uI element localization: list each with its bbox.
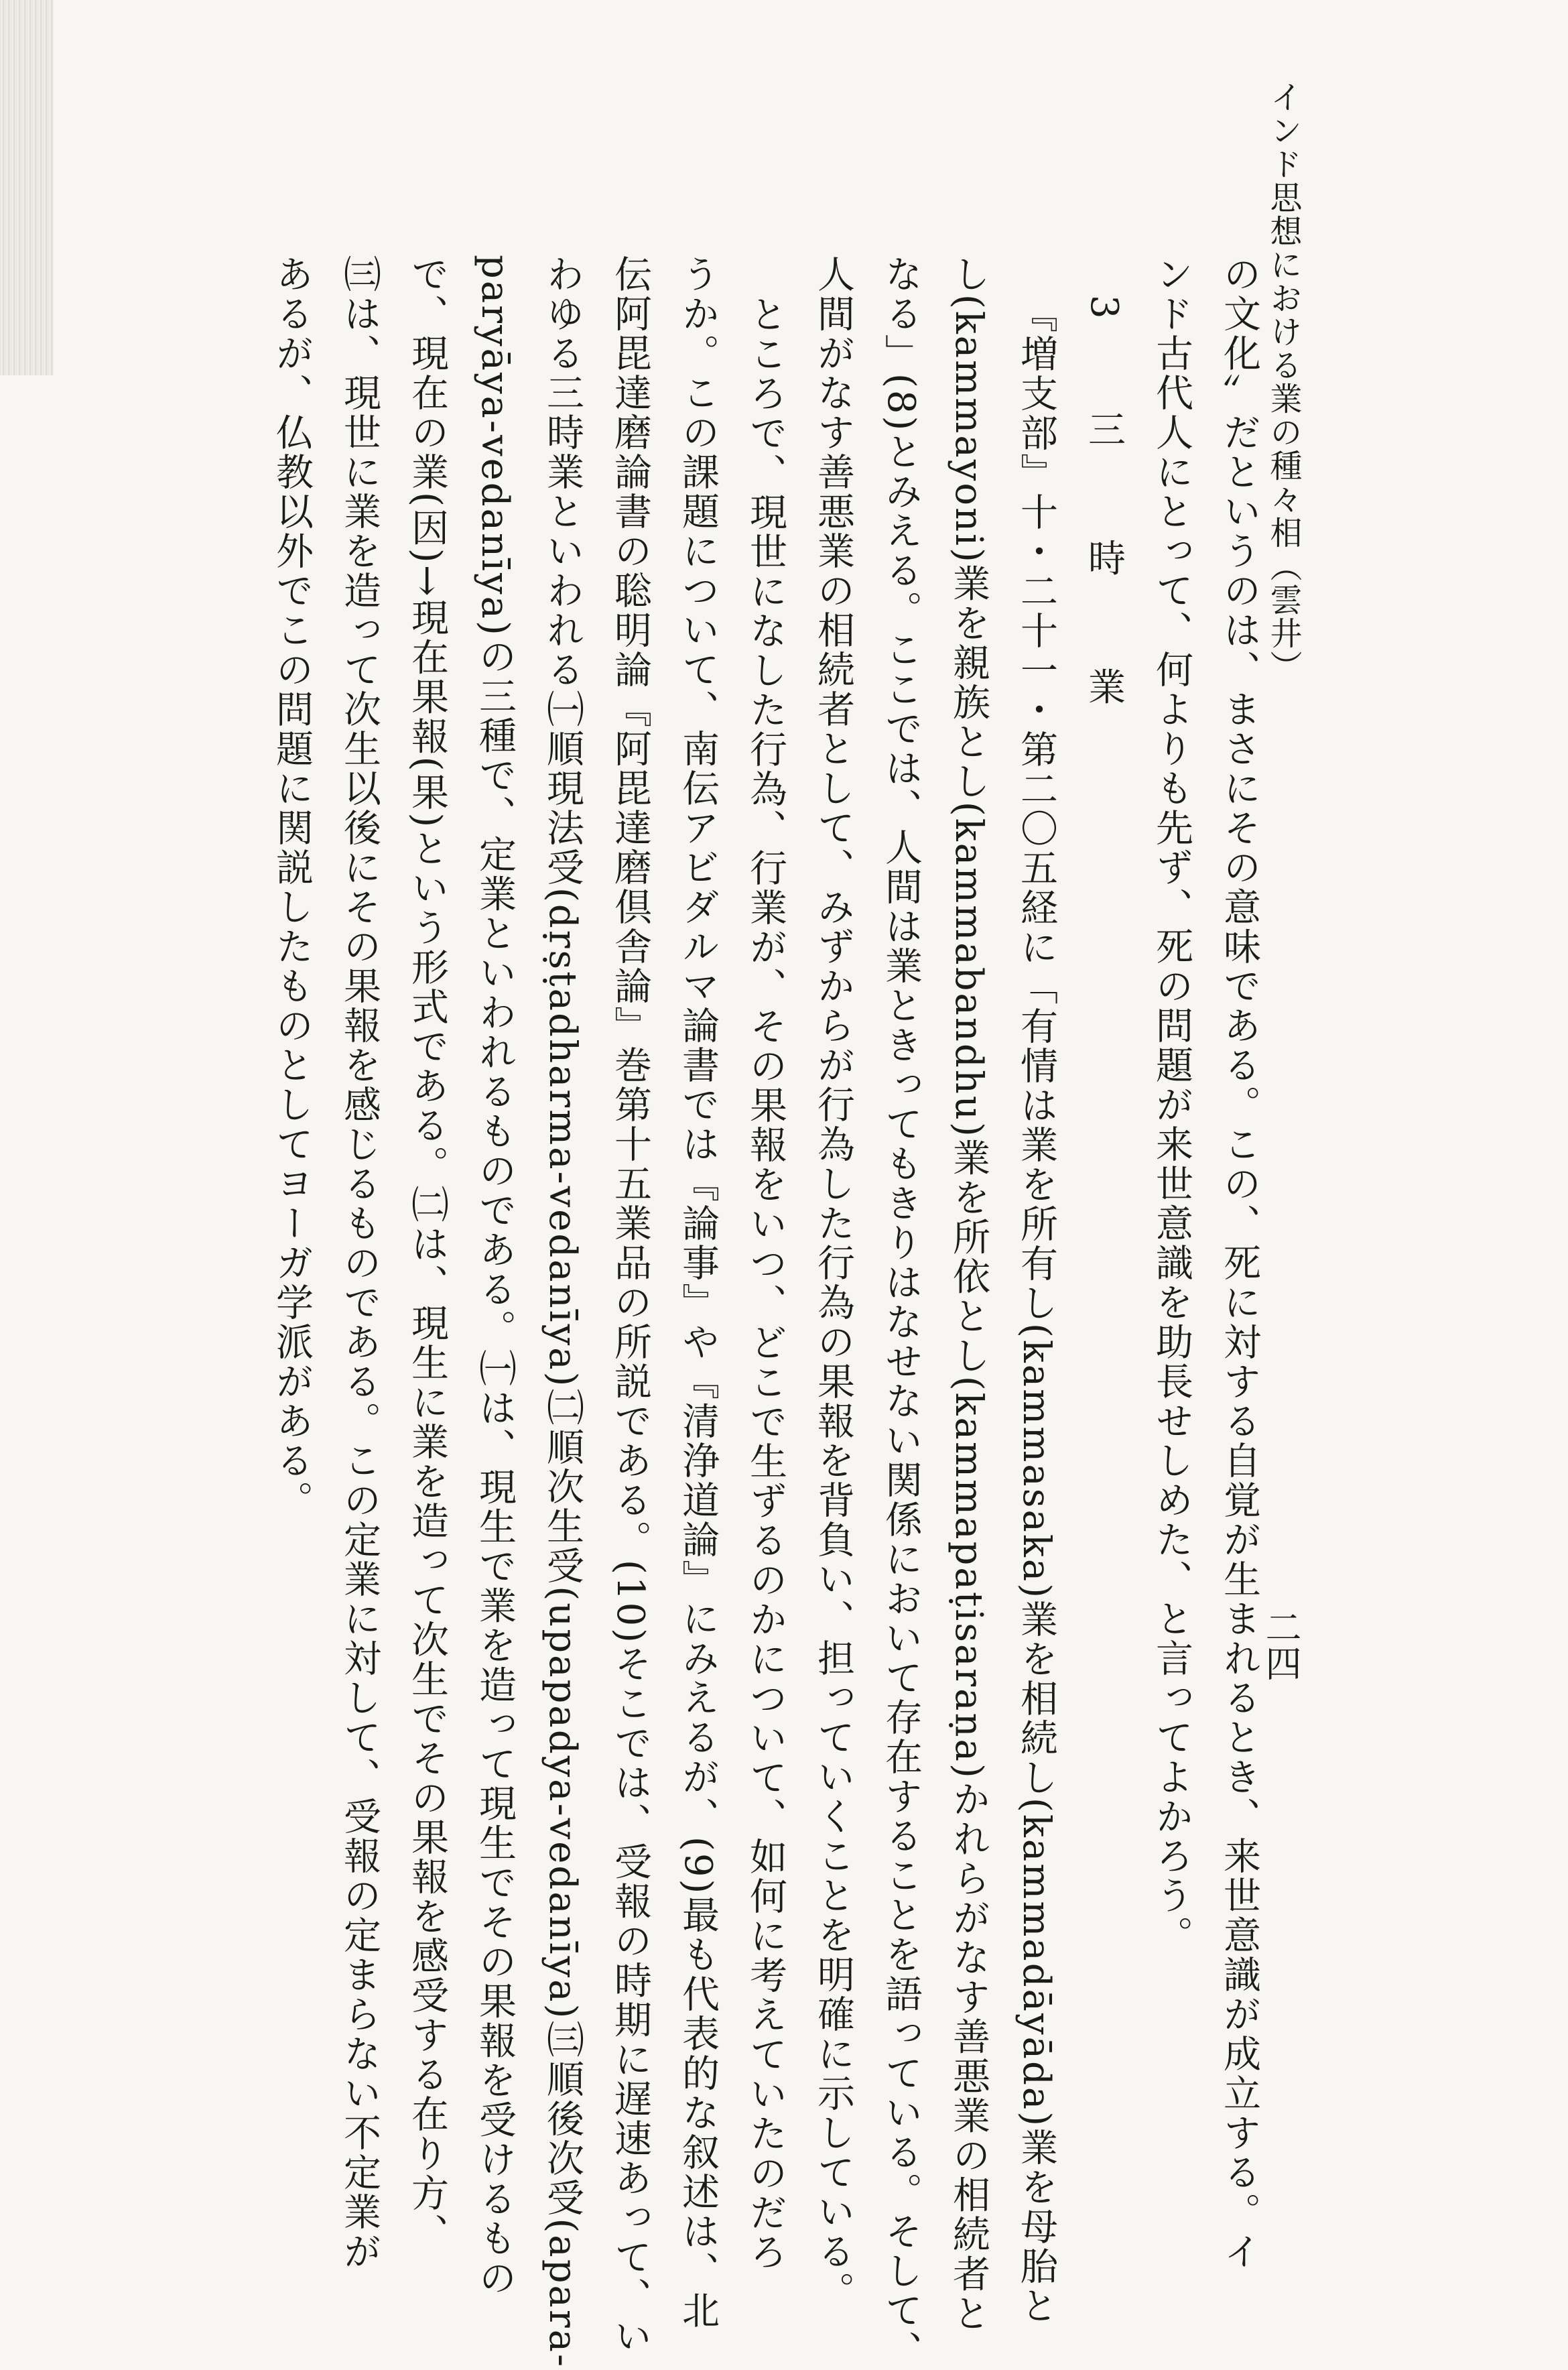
section-heading: 3 三 時 業: [1082, 295, 1126, 732]
text-column: の文化〟だというのは、まさにその意味である。この、死に対する自覚が生まれるとき、来世意識が成立する。イ: [1218, 255, 1261, 2271]
scan-edge-artifact: [0, 0, 54, 375]
text-column: ンド古代人にとって、何よりも先ず、死の問題が来世意識を助長せしめた、と言ってよかろう。: [1150, 255, 1193, 1955]
text-column: わゆる三時業といわれる㈠順現法受(dṛṣṭadharma-vedanīya)㈡順次生受(upapadya-vedanīya)㈢順後次受(apara-: [541, 255, 584, 2369]
text-column: paryāya-vedanīya)の三種で、定業といわれるものである。㈠は、現生で業を造って現生でその果報を受けるもの: [473, 255, 517, 2298]
text-column: し(kammayoni)業を親族とし(kammabandhu)業を所依とし(kammapaṭisaraṇa)かれらがなす善悪業の相続者と: [947, 255, 990, 2334]
running-head: インド思想における業の種々相（雲井）: [1264, 80, 1302, 684]
page-number: 二四: [1260, 1609, 1302, 1681]
text-column: あるが、仏教以外でこの問題に関説したものとしてヨーガ学派がある。: [270, 255, 314, 1520]
text-column: 伝阿毘達磨論書の聡明論『阿毘達磨倶舎論』巻第十五業品の所説である。(10)そこでは、受報の時期に遅速あって、い: [608, 255, 652, 2357]
text-column: ㈢は、現世に業を造って次生以後にその果報を感じるものである。この定業に対して、受報の定まらない不定業が: [338, 255, 381, 2271]
text-column: うか。この課題について、南伝アビダルマ論書では『論事』や『清浄道論』にみえるが、(9)最も代表的な叙述は、北: [676, 255, 720, 2331]
text-column: なる」(8)とみえる。ここでは、人間は業ときってもきりはなせない関係において存在することを語っている。そして、: [879, 255, 923, 2370]
text-column: 『増支部』十・二十一・第二〇五経に「有情は業を所有し(kammasaka)業を相続し(kammadāyāda)業を母胎と: [1015, 295, 1058, 2326]
body-text: [228, 255, 1273, 2370]
text-column: ところで、現世になした行為、行業が、その果報をいつ、どこで生ずるのかについて、如何に考えていたのだろ: [744, 295, 787, 2272]
text-column: で、現在の業(因)→現在果報(果)という形式である。㈡は、現生に業を造って次生でその果報を感受する在り方、: [405, 255, 449, 2253]
text-column: 人間がなす善悪業の相続者として、みずからが行為した行為の果報を背負い、担っていくことを明確に示している。: [811, 255, 855, 2311]
